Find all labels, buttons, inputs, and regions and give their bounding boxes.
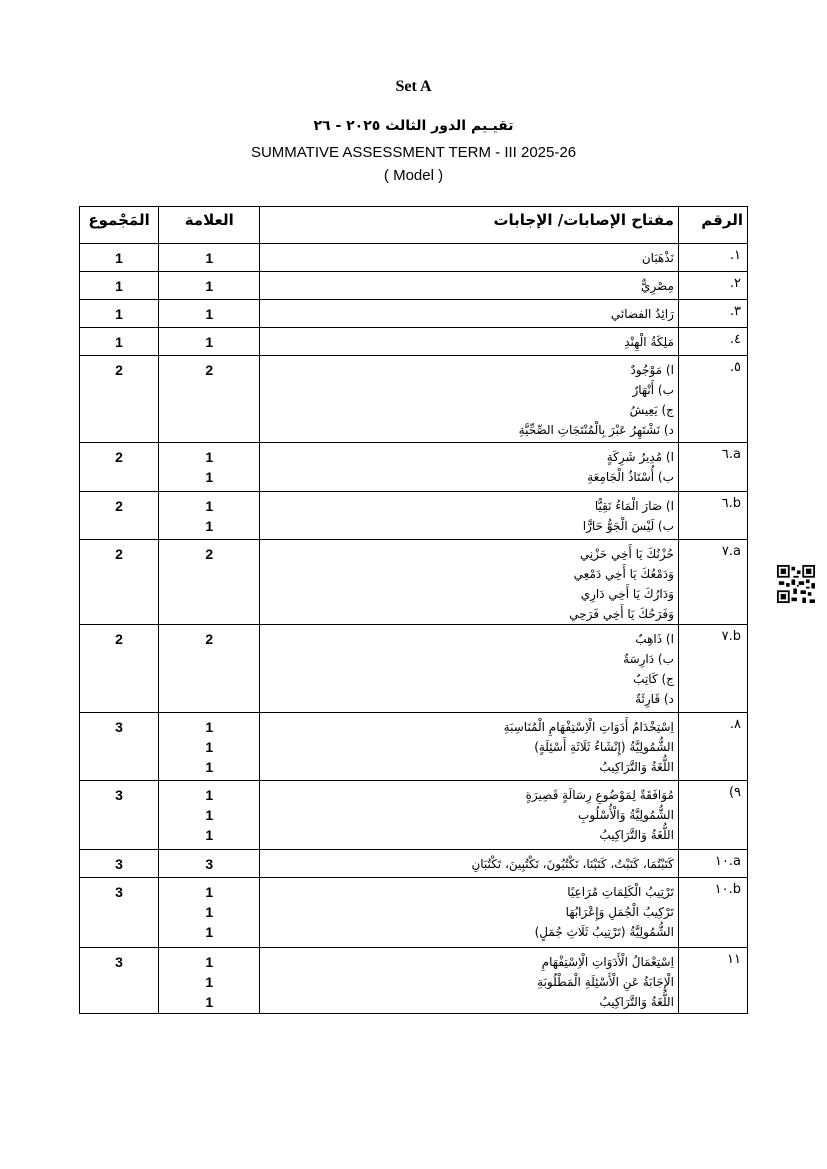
answer-line: الشُّمُولِيَّةُ (إِنْشَاءُ ثَلَاثَةِ أَسْئِلَةٍ) [534, 740, 674, 754]
table-header-row [80, 207, 748, 244]
total-value: 2 [80, 625, 159, 713]
marks-cell [159, 356, 260, 443]
answer-line: اِسْتِخْدَامُ أَدَوَاتِ الْاِسْتِفْهَامِ الْمُنَاسِبَةِ [503, 720, 674, 734]
answer-line: اللُّغَةُ وَالتَّرَاكِيبُ [599, 995, 674, 1009]
mark-value: 1 [205, 334, 214, 350]
answer-line: وَفَرَحُكَ يَا أَخِي فَرَحِي [569, 607, 674, 621]
answer-line: ج) يَعِيشُ [629, 403, 674, 417]
marks-cell [159, 713, 260, 781]
marks-cell [159, 244, 260, 272]
marks-cell [159, 272, 260, 300]
mark-value: 1 [205, 759, 214, 775]
total-value: 2 [80, 443, 159, 492]
mark-value: 1 [205, 994, 214, 1010]
marks-cell [159, 781, 260, 850]
mark-value: 1 [205, 739, 214, 755]
answer-line: ا) مُدِيرُ شَرِكَةٍ [606, 450, 674, 464]
mark-value: 1 [205, 827, 214, 843]
question-number: ٥. [678, 356, 747, 443]
mark-value: 1 [205, 518, 214, 534]
answer-line: وَدَارُكَ يَا أَخِي دَارِي [580, 587, 674, 601]
model-label: ( Model ) [383, 167, 444, 184]
table-row [80, 878, 748, 948]
answer-line: د) قَارِئَةٌ [635, 692, 674, 706]
question-number: a.٦ [678, 443, 747, 492]
answer-cell [260, 272, 679, 300]
answer-line: ب) لَيْسَ الْجَوُّ حَارًّا [582, 519, 674, 533]
mark-value: 1 [205, 449, 214, 465]
answer-cell [260, 443, 679, 492]
answer-cell [260, 713, 679, 781]
answer-cell [260, 244, 679, 272]
mark-value: 1 [205, 498, 214, 514]
qr-code-icon [777, 565, 815, 603]
answer-line: ب) أُسْتَاذُ الْجَامِعَةِ [587, 470, 674, 484]
marks-cell [159, 948, 260, 1014]
mark-value: 1 [205, 250, 214, 266]
table-row [80, 492, 748, 540]
answer-cell [260, 300, 679, 328]
answer-line: نَذْهَبَان [641, 251, 674, 265]
answer-line: مِصْرِيٌّ [641, 279, 674, 293]
mark-value: 2 [205, 631, 214, 647]
marks-cell [159, 625, 260, 713]
answer-cell [260, 781, 679, 850]
marks-cell [159, 300, 260, 328]
table-row [80, 244, 748, 272]
table-row [80, 948, 748, 1014]
answer-line: مَلِكَةُ الْهِنْدِ [624, 335, 674, 349]
table-row [80, 272, 748, 300]
total-value: 1 [80, 328, 159, 356]
answer-cell [260, 850, 679, 878]
answer-line: تَرْتِيبُ الْكَلِمَاتِ مُرَاعِيًا [567, 885, 674, 899]
table-row [80, 713, 748, 781]
answer-line: حُزْنُكَ يَا أَخِي حَزْنِي [579, 547, 674, 561]
answer-line: ب) أَنْهَارٌ [632, 383, 674, 397]
marks-cell [159, 328, 260, 356]
mark-value: 3 [205, 856, 214, 872]
total-value: 3 [80, 850, 159, 878]
marks-cell [159, 492, 260, 540]
answer-line: الْإِجَابَةُ عَنِ الْأَسْئِلَةِ الْمَطْلُوبَةِ [537, 975, 674, 989]
mark-value: 1 [205, 884, 214, 900]
table-row [80, 781, 748, 850]
answer-line: ج) كَاتِبٌ [633, 672, 674, 686]
mark-value: 1 [205, 904, 214, 920]
marks-cell [159, 878, 260, 948]
total-value: 1 [80, 272, 159, 300]
total-value: 3 [80, 948, 159, 1014]
header-total: المَجْموع [80, 207, 159, 244]
answer-line: رَائِدُ الفضائي [610, 307, 674, 321]
mark-value: 1 [205, 278, 214, 294]
table-row [80, 540, 748, 625]
question-number: ٤. [678, 328, 747, 356]
mark-value: 1 [205, 954, 214, 970]
question-number: ٩) [678, 781, 747, 850]
question-number: ٣. [678, 300, 747, 328]
answer-line: تَرْكِيبُ الْجُمَلِ وَإِعْرَابُهَا [565, 905, 674, 919]
answer-cell [260, 948, 679, 1014]
answer-cell [260, 328, 679, 356]
set-label: Set A [395, 78, 432, 95]
total-value: 1 [80, 244, 159, 272]
question-number: b.٦ [678, 492, 747, 540]
mark-value: 1 [205, 807, 214, 823]
answer-line: الشُّمُولِيَّةُ (تَرْتِيبُ ثَلَاثِ جُمَلٍ) [534, 925, 674, 939]
question-number: ٨. [678, 713, 747, 781]
total-value: 3 [80, 878, 159, 948]
mark-value: 1 [205, 787, 214, 803]
total-value: 3 [80, 781, 159, 850]
header-number: الرقم [678, 207, 747, 244]
table-row [80, 300, 748, 328]
answer-line: ا) صَارَ الْمَاءُ نَقِيًّا [594, 499, 674, 513]
mark-value: 1 [205, 719, 214, 735]
answer-cell [260, 540, 679, 625]
marks-cell [159, 850, 260, 878]
table-row [80, 328, 748, 356]
answer-line: اِسْتِعْمَالُ الْأَدَوَاتِ الْاِسْتِفْهَامِ [541, 955, 674, 969]
answer-line: اللُّغَةُ وَالتَّرَاكِيبُ [599, 760, 674, 774]
answer-line: ب) دَارِسَةٌ [623, 652, 674, 666]
answer-cell [260, 625, 679, 713]
question-number: ١. [678, 244, 747, 272]
mark-value: 2 [205, 546, 214, 562]
answer-line: كَتَبْتُمَا، كَتَبْتُ، كَتَبْنَا، تَكْتُبُونَ، تَكْتُبِينَ، تَكْتُبَانِ [471, 857, 674, 871]
mark-value: 2 [205, 362, 214, 378]
question-number: a.١٠ [678, 850, 747, 878]
table-row [80, 625, 748, 713]
total-value: 2 [80, 540, 159, 625]
answer-line: ا) مَوْجُودٌ [630, 363, 674, 377]
arabic-title: تقيـيم الدور الثالث ٢٠٢٥ - ٢٦ [313, 118, 514, 134]
answer-line: اللُّغَةُ وَالتَّرَاكِيبُ [599, 828, 674, 842]
question-number: b.١٠ [678, 878, 747, 948]
question-number: a.٧ [678, 540, 747, 625]
answer-line: د) نَشْتَهِرُ عَبْرَ بِالْمُنْتَجَاتِ الصِّحِّيَّةِ [518, 423, 674, 437]
mark-value: 1 [205, 306, 214, 322]
mark-value: 1 [205, 469, 214, 485]
total-value: 2 [80, 356, 159, 443]
question-number: ٢. [678, 272, 747, 300]
marks-cell [159, 443, 260, 492]
mark-value: 1 [205, 974, 214, 990]
answer-line: الشُّمُولِيَّةُ وَالْأُسْلُوبِ [578, 808, 674, 822]
table-row [80, 443, 748, 492]
answer-cell [260, 878, 679, 948]
question-number: b.٧ [678, 625, 747, 713]
answer-line: وَدَمْعُكَ يَا أَخِي دَمْعِي [573, 567, 674, 581]
total-value: 3 [80, 713, 159, 781]
table-row [80, 850, 748, 878]
english-title: SUMMATIVE ASSESSMENT TERM - III 2025-26 [250, 144, 577, 161]
answer-key-table [79, 206, 748, 1014]
question-number: ١١ [678, 948, 747, 1014]
header-answers: مفتاح الإصابات/ الإجابات [260, 207, 679, 244]
answer-cell [260, 356, 679, 443]
answer-cell [260, 492, 679, 540]
total-value: 2 [80, 492, 159, 540]
answer-line: مُوَافَقَةٌ لِمَوْضُوعِ رِسَالَةٍ قَصِيرَةٍ [525, 788, 674, 802]
answer-line: ا) ذَاهِبٌ [635, 632, 674, 646]
table-row [80, 356, 748, 443]
table-body [80, 244, 748, 1014]
total-value: 1 [80, 300, 159, 328]
marks-cell [159, 540, 260, 625]
mark-value: 1 [205, 924, 214, 940]
header-marks: العلامة [159, 207, 260, 244]
